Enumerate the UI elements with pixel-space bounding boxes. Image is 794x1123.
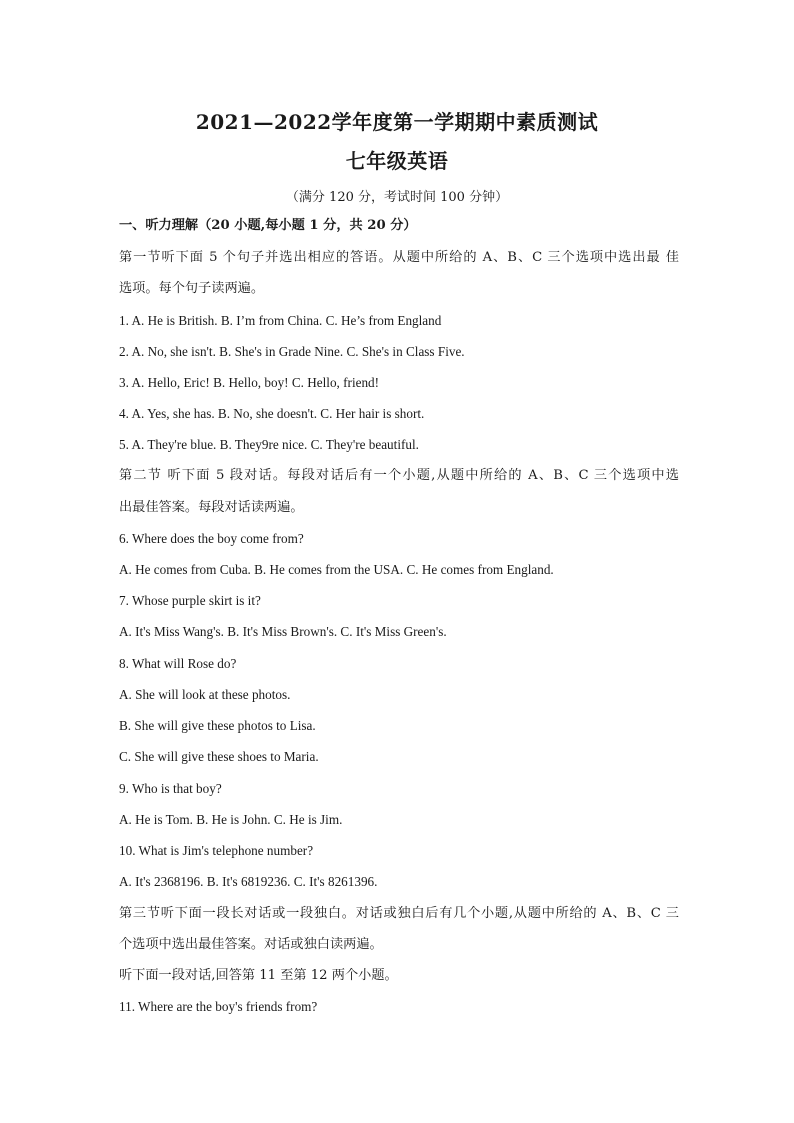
question-1: 1. A. He is British. B. I’m from China. C. He’s from England	[119, 313, 442, 328]
question-5: 5. A. They're blue. B. They9re nice. C. They're beautiful.	[119, 437, 419, 452]
part2-intro: 第二节 听下面 5 段对话。每段对话后有一个小题,从题中所给的 A、B、C 三个选项中选	[119, 468, 679, 483]
question-8-option-b: B. She will give these photos to Lisa.	[119, 718, 316, 733]
question-6-options: A. He comes from Cuba. B. He comes from the USA. C. He comes from England.	[119, 562, 554, 577]
question-8-option-a: A. She will look at these photos.	[119, 687, 291, 702]
part3-intro-cont: 个选项中选出最佳答案。对话或独白读两遍。	[119, 937, 383, 952]
exam-note: （满分 120 分，考试时间 100 分钟）	[285, 190, 509, 205]
question-4: 4. A. Yes, she has. B. No, she doesn't. C. Her hair is short.	[119, 406, 425, 421]
question-6: 6. Where does the boy come from?	[119, 531, 304, 546]
question-7-options: A. It's Miss Wang's. B. It's Miss Brown's. C. It's Miss Green's.	[119, 624, 447, 639]
question-10-options: A. It's 2368196. B. It's 6819236. C. It's 8261396.	[119, 874, 378, 889]
question-9: 9. Who is that boy?	[119, 781, 222, 796]
question-10: 10. What is Jim's telephone number?	[119, 843, 314, 858]
question-3: 3. A. Hello, Eric! B. Hello, boy! C. Hello, friend!	[119, 375, 380, 390]
question-8: 8. What will Rose do?	[119, 656, 237, 671]
part3-intro: 第三节听下面一段长对话或一段独白。对话或独白后有几个小题,从题中所给的 A、B、C 三	[119, 906, 679, 921]
question-11: 11. Where are the boy's friends from?	[119, 999, 318, 1014]
exam-subject: 七年级英语	[345, 149, 449, 173]
question-2: 2. A. No, she isn't. B. She's in Grade Nine. C. She's in Class Five.	[119, 344, 465, 359]
part1-intro-cont: 选项。每个句子读两遍。	[119, 281, 265, 296]
part2-intro-cont: 出最佳答案。每段对话读两遍。	[119, 500, 304, 515]
section-heading: 一、听力理解（20 小题,每小题 1 分，共 20 分）	[119, 218, 417, 233]
question-9-options: A. He is Tom. B. He is John. C. He is Jim.	[119, 812, 343, 827]
exam-title: 2021—2022学年度第一学期期中素质测试	[195, 110, 599, 134]
part3-note: 听下面一段对话,回答第 11 至第 12 两个小题。	[119, 968, 398, 983]
question-7: 7. Whose purple skirt is it?	[119, 593, 261, 608]
question-8-option-c: C. She will give these shoes to Maria.	[119, 749, 319, 764]
part1-intro: 第一节听下面 5 个句子并选出相应的答语。从题中所给的 A、B、C 三个选项中选出最 佳	[119, 250, 679, 265]
